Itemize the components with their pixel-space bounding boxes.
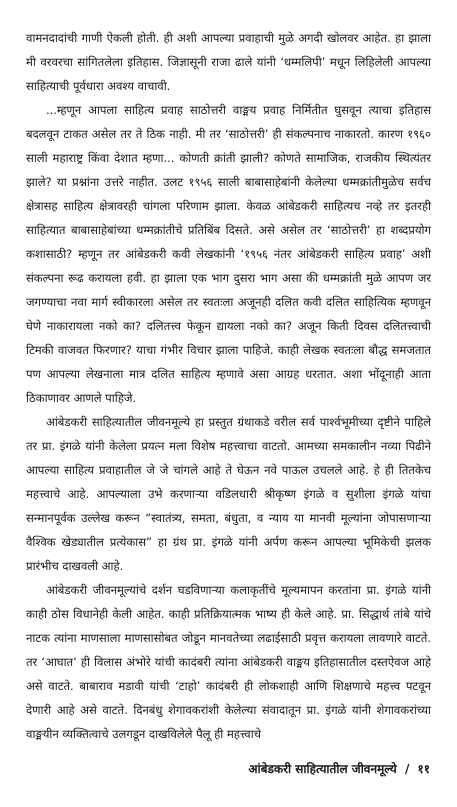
footer-separator: / bbox=[404, 762, 410, 776]
paragraph-sathottari: ...म्हणून आपला साहित्य प्रवाह साठोत्तरी वाङ्मय प्रवाह निर्मितीत घुसवून त्याचा इतिहास बदलवून टाकत असेल तर ते ठिक नाही. मी तर ‘साठोत्तरी’ ही संकल्पनाच नाकारतो. कारण १९६० साली महाराष्ट्र किंवा देशात म्हणा... कोणती क्रांती झाली? कोणते सामाजिक, राजकीय स्थित्यंतर झाले? या प्रश्नांना उत्तरे नाहीत. उलट १९५६ साली बाबासाहेबांनी केलेल्या धम्मक्रांतीमुळेच सर्वच क्षेत्रासह साहित्य क्षेत्रावरही चांगला परिणाम झाला. केवळ आंबेडकरी साहित्यच नव्हे तर इतरही साहित्यात बाबासाहेबांच्या धम्मक्रांतीचे प्रतिबिंब दिसते. असे असेल तर ‘साठोत्तरी’ हा शब्दप्रयोग कशासाठी? म्हणून तर आंबेडकरी कवी लेखकांनी ‘१९५६ नंतर आंबेडकरी साहित्य प्रवाह’ अशी संकल्पना रूढ करायला हवी. हा झाला एक भाग दुसरा भाग असा की धम्मक्रांती मुळे आपण जर जगण्याचा नवा मार्ग स्वीकारला असेल तर स्वतःला अजूनही दलित कवी दलित साहित्यिक म्हणवून घेणे नाकारायला नको का? दलितत्त्व फेकून द्यायला नको का? अजून किती दिवस दलितत्त्वाची टिमकी वाजवत फिरणार? याचा गंभीर विचार झाला पाहिजे. काही लेखक स्वतःला बौद्ध समजतात पण आपल्या लेखनाला मात्र दलित साहित्य म्हणावे असा आग्रह धरतात. अशा भोंदूनाही आता ठिकाणावर आणले पाहिजे. bbox=[26, 103, 431, 405]
paragraph-jeevanmulye: आंबेडकरी जीवनमूल्यांचे दर्शन घडविणाऱ्या कलाकृतींचे मूल्यमापन करतांना प्रा. इंगळे यांनी काही ठोस विधानेही केली आहेत. काही प्रतिक्रियात्मक भाष्य ही केले आहे. प्रा. सिद्धार्थ तांबे यांचे नाटक त्यांना माणसाला माणसासोबत जोडून मानवतेच्या लढाईसाठी प्रवृत्त करायला लावणारे वाटते. तर ‘आघात’ ही विलास अंभोरे यांची कादंबरी त्यांना आंबेडकरी वाङ्मय इतिहासातील दस्तऐवज आहे असे वाटते. बाबाराव मडावी यांची ‘टाहो’ कादंबरी ही लोकशाही आणि शिक्षणाचे महत्त्व पटवून देणारी आहे असे वाटते. दिनबंधु शेगावकरांशी केलेल्या संवादातून प्रा. इंगळे यांनी शेगावकरांच्या वाङ्मयीन व्यक्तित्वाचे उलगडून दाखविलेले पैलू ही महत्त्वाचे bbox=[26, 583, 431, 741]
running-title: आंबेडकरी साहित्यातील जीवनमूल्ये bbox=[248, 762, 397, 776]
page-number: ११ bbox=[417, 762, 430, 776]
page-footer bbox=[248, 760, 430, 777]
paragraph-continued: वामनदादांची गाणी ऐकली होती. ही अशी आपल्या प्रवाहाची मुळे अगदी खोलवर आहेत. हा झाला मी वरवरचा सांगितलेला इतिहास. जिज्ञासूनी राजा ढाले यांनी ‘धम्मलिपी’ मधून लिहिलेली आपल्या साहित्याची पूर्वधारा अवश्य वाचावी. bbox=[26, 31, 431, 93]
paragraph-granth-review: आंबेडकरी साहित्यातील जीवनमूल्ये हा प्रस्तुत ग्रंथाकडे वरील सर्व पार्श्वभूमीच्या दृष्टीने पाहिले तर प्रा. इंगळे यांनी केलेला प्रयत्न मला विशेष महत्त्वाचा वाटतो. आमच्या समकालीन नव्या पिढीने आपल्या साहित्य प्रवाहातील जे जे चांगले आहे ते घेऊन नवे पाऊल उचलले आहे. हे ही तितकेच महत्त्वाचे आहे. आपल्याला उभे करणाऱ्या वडिलधारी श्रीकृष्ण इंगळे व सुशीला इंगळे यांचा सन्मानपूर्वक उल्लेख करून “स्वातंत्र्य, समता, बंधुता, व न्याय या मानवी मूल्यांना जोपासणाऱ्या वैश्विक खेड्यातील प्रत्येकास” हा ग्रंथ प्रा. इंगळे यांनी अर्पण करून आपल्या भूमिकेची झलक प्रारंभीच दाखवली आहे. bbox=[26, 415, 431, 573]
